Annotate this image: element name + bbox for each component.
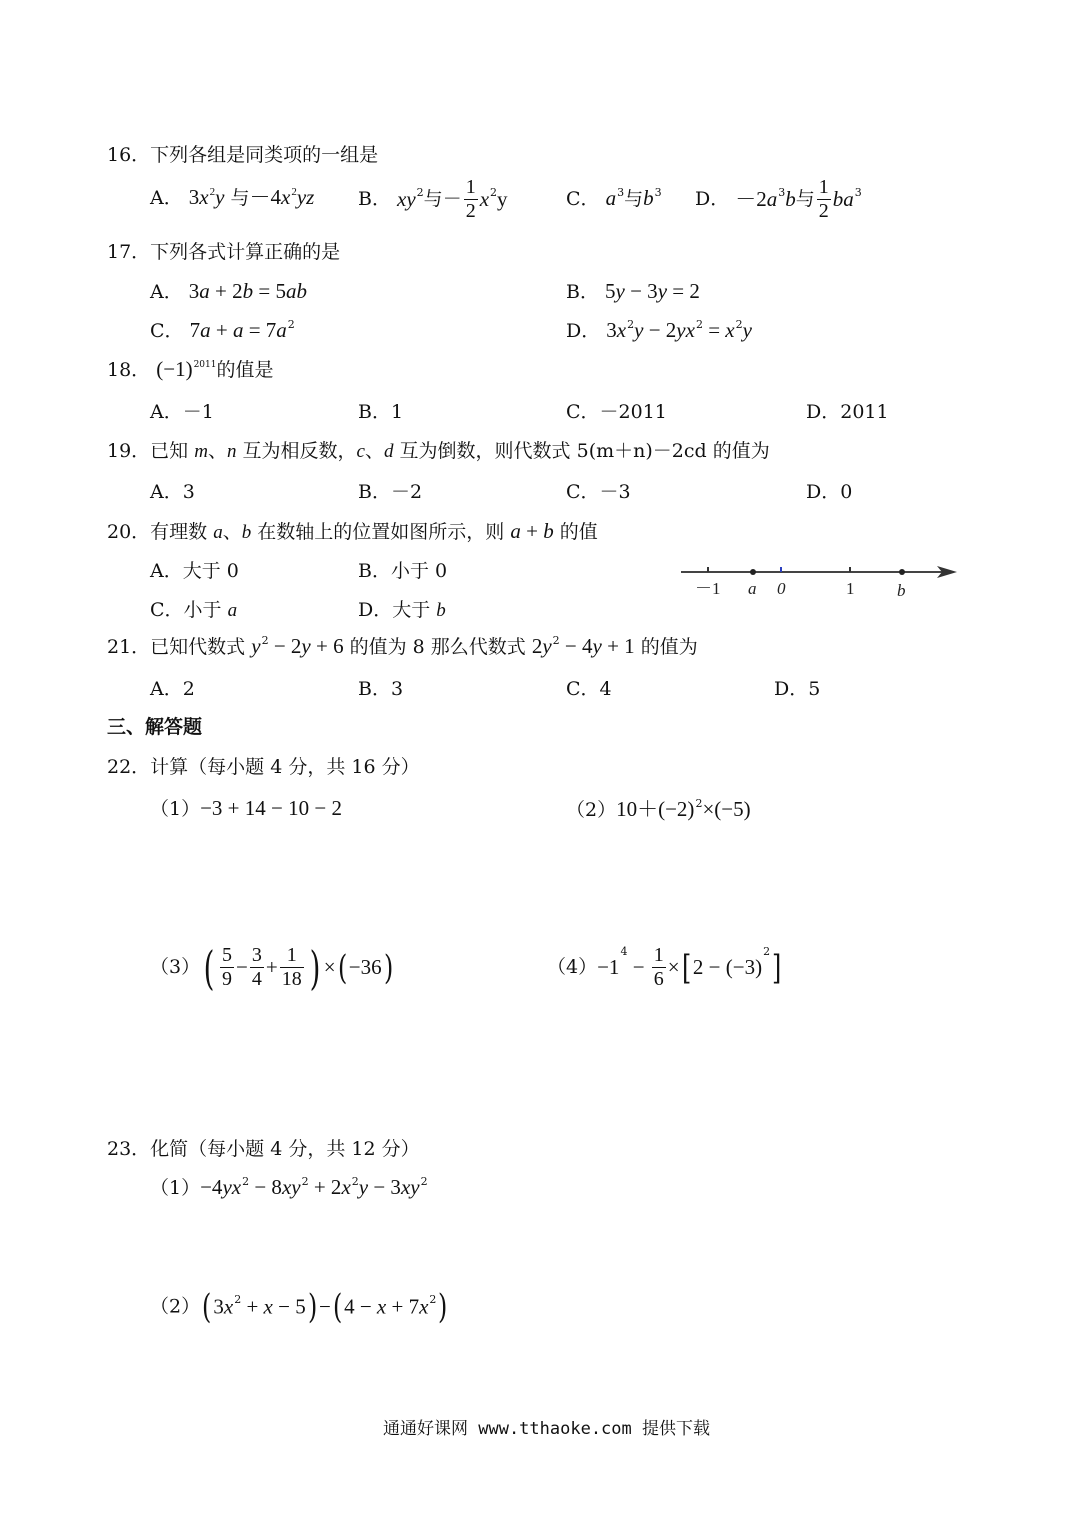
q17-b-label: B． bbox=[566, 281, 599, 303]
q20-text2: 的值 bbox=[559, 521, 598, 543]
q23-stem: 23．化简（每小题 4 分，共 12 分） bbox=[107, 1138, 420, 1160]
q16-option-a: A． $3x^2y$ 与$-4x^2yz$ bbox=[150, 185, 315, 209]
q16-stem: 16．下列各组是同类项的一组是 bbox=[107, 144, 379, 166]
q16-option-d: D． $-2a^3b$与 $\frac{1}{2}$ $ba^3$ bbox=[695, 176, 862, 222]
number-line-figure bbox=[675, 556, 965, 604]
q22-stem: 22．计算（每小题 4 分，共 16 分） bbox=[107, 756, 420, 778]
q16-option-c: C． $a^3$与$b^3$ bbox=[566, 186, 662, 210]
label-b: b bbox=[897, 581, 906, 600]
q22-p2-label: （2） bbox=[566, 799, 617, 821]
point-b bbox=[899, 569, 905, 575]
q18-stem-tail: 的值是 bbox=[216, 359, 274, 381]
q21-option-a: A．2 bbox=[150, 678, 195, 700]
q16-d-label: D． bbox=[695, 188, 730, 210]
q23-part1: $(1)-4yx^2 - 8xy^2 + 2x^2y - 3xy^2$ bbox=[150, 1175, 428, 1199]
q16-c-label: C． bbox=[566, 188, 600, 210]
q18-num: 18． bbox=[107, 359, 151, 381]
q20-var-a: a bbox=[213, 522, 223, 543]
q21-option-c: C．4 bbox=[566, 678, 612, 700]
q16-a-yu: 与 bbox=[230, 187, 250, 209]
q20-text1: 在数轴上的位置如图所示，则 bbox=[257, 521, 505, 543]
q19-stem bbox=[107, 442, 770, 461]
q17-stem: 17．下列各式计算正确的是 bbox=[107, 241, 341, 263]
q19-option-c: C．－3 bbox=[566, 481, 631, 503]
q19-var-d: d bbox=[384, 441, 394, 462]
q20-stem: 20．有理数 a、b 在数轴上的位置如图所示，则 a + b 的值 bbox=[107, 519, 598, 543]
q16-b-yu: 与 bbox=[423, 188, 443, 210]
q19-var-n: n bbox=[226, 441, 237, 462]
q16-b-neg: － bbox=[442, 188, 462, 210]
q20-d-label: D．大于 bbox=[358, 599, 431, 621]
q20-sep: 、 bbox=[222, 521, 242, 543]
q20-d-var: b bbox=[436, 600, 446, 621]
q16-b-label: B． bbox=[358, 188, 391, 210]
label-neg1: －1 bbox=[695, 579, 721, 598]
q21-num: 21．已知代数式 bbox=[107, 636, 246, 658]
q23-p1-label: （1） bbox=[150, 1177, 201, 1199]
q18-option-c: C．－2011 bbox=[566, 401, 667, 423]
q22-part4: $(4)-1^4$ − $\frac{1}{6}$ $\times[2 - (-3)^2]$ bbox=[547, 944, 782, 990]
q17-option-c: C． $7a + a = 7a^2$ bbox=[150, 318, 295, 342]
q21-option-b: B．3 bbox=[358, 678, 404, 700]
q19-var-c: c bbox=[356, 441, 365, 462]
q21-text2: 的值为 bbox=[640, 636, 698, 658]
footer-source: 通通好课网 www.tthaoke.com 提供下载 bbox=[383, 1419, 710, 1439]
q19-option-d: D．0 bbox=[806, 481, 853, 503]
q19-text3: 的值为 bbox=[712, 440, 770, 462]
q18-option-a: A．－1 bbox=[150, 401, 214, 423]
q22-part2: $(2)10+(-2)^2\times(-5)$ bbox=[566, 797, 751, 821]
label-one: 1 bbox=[846, 579, 855, 598]
point-a bbox=[750, 569, 756, 575]
label-zero: 0 bbox=[777, 579, 786, 598]
q16-a-label: A． bbox=[150, 187, 183, 209]
q20-var-b: b bbox=[241, 522, 252, 543]
q19-sep: 、 bbox=[207, 440, 227, 462]
q18-stem: 18． $(-1)^{2011}$的值是 bbox=[107, 357, 274, 381]
q20-c-var: a bbox=[227, 600, 238, 621]
q16-d-yu: 与 bbox=[795, 188, 815, 210]
q19-var-m: m bbox=[194, 441, 208, 462]
q20-option-b: B．小于 0 bbox=[358, 560, 448, 582]
q17-option-d: D． $3x^2y - 2yx^2 = x^2y$ bbox=[566, 318, 752, 342]
q20-option-d bbox=[358, 601, 446, 620]
q19-text2: 互为倒数，则代数式 bbox=[399, 440, 571, 462]
q20-c-label: C．小于 bbox=[150, 599, 222, 621]
q20-option-c bbox=[150, 601, 237, 620]
q21-option-d: D．5 bbox=[774, 678, 821, 700]
q17-c-label: C． bbox=[150, 320, 184, 342]
q19-option-b: B．－2 bbox=[358, 481, 423, 503]
q19-expression: 5(m＋n)－2cd bbox=[576, 440, 707, 462]
q18-option-b: B．1 bbox=[358, 401, 404, 423]
q17-option-b: B． 5y − 3y = 2 bbox=[566, 279, 700, 303]
q16-option-b: B． $xy^2$与－ $\frac{1}{2}$ $x^2y$ bbox=[358, 176, 508, 222]
q17-d-label: D． bbox=[566, 320, 601, 342]
q22-part3: （3）( $\frac{5}{9}$ − $\frac{3}{4}$ + $\frac{1}{18}$ ) ×(−36) bbox=[150, 940, 393, 995]
q22-p1-label: （1） bbox=[150, 798, 201, 820]
section-title: 三、解答题 bbox=[107, 716, 203, 738]
q17-a-label: A． bbox=[150, 281, 183, 303]
q22-p3-label: （3） bbox=[150, 956, 201, 978]
q20-num: 20．有理数 bbox=[107, 521, 208, 543]
q23-p2-label: （2） bbox=[150, 1295, 201, 1318]
q19-sep2: 、 bbox=[364, 440, 384, 462]
q19-option-a: A．3 bbox=[150, 481, 195, 503]
q19-text1: 互为相反数， bbox=[242, 440, 357, 462]
q16-c-yu: 与 bbox=[624, 188, 644, 210]
q22-p4-label: （4） bbox=[547, 956, 598, 978]
q22-part1: （1）−3 + 14 − 10 − 2 bbox=[150, 796, 342, 820]
label-a: a bbox=[748, 579, 757, 598]
q20-option-a: A．大于 0 bbox=[150, 560, 239, 582]
q21-text1: 的值为 8 那么代数式 bbox=[349, 636, 526, 658]
q18-option-d: D．2011 bbox=[806, 401, 889, 423]
q23-part2: $(2)(3x^2 + x - 5)-(4 - x + 7x^2)$ bbox=[150, 1287, 448, 1327]
q17-option-a: A． 3a + 2b = 5ab bbox=[150, 279, 307, 303]
q19-num: 19．已知 bbox=[107, 440, 189, 462]
q21-stem: 21．已知代数式 $y^2 - 2y + 6$ 的值为 8 那么代数式 $2y^2 - 4y + 1$ 的值为 bbox=[107, 634, 698, 658]
